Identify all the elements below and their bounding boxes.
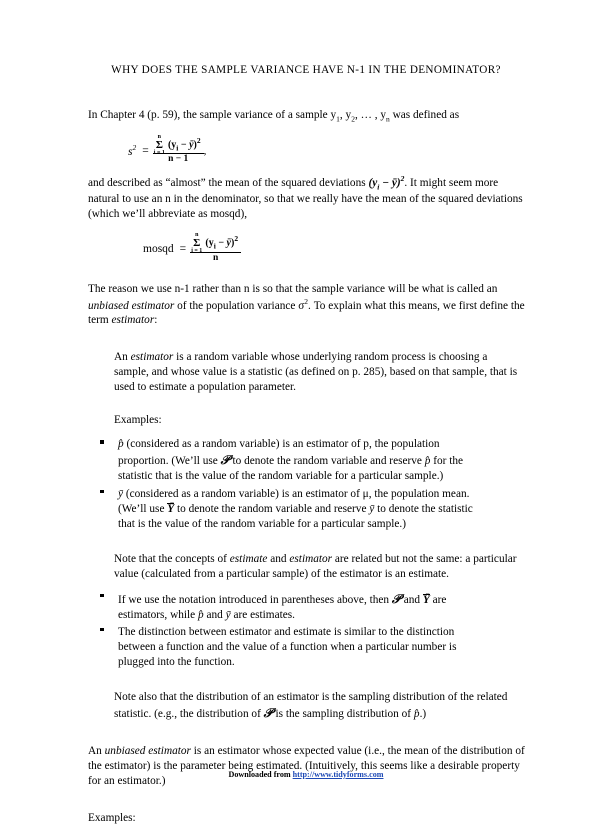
after-variance-text-1: and described as “almost” the mean of the squared deviations	[88, 177, 369, 190]
sub-bullet-list	[88, 591, 478, 670]
y-bar-symbol: ȳ	[118, 487, 124, 500]
note-that-italic-estimator: estimator	[289, 552, 333, 565]
unbiased-text-2: is an estimator whose expected value (i.e., the mean of the distribution of the estimator) is the parameter being estimated. (Intuitively, this seems like a desirable property for an estimator.)	[88, 744, 525, 787]
p-hat-symbol: p̂	[198, 608, 204, 621]
formula-mosqd-equals: =	[179, 242, 187, 255]
intro-paragraph	[88, 108, 528, 124]
intro-text-4: was defined as	[389, 109, 460, 121]
list-item	[88, 437, 492, 484]
example-bullet-list	[88, 437, 492, 531]
p-hat-symbol-2: p̂	[424, 455, 431, 468]
reason-text-3: . To explain what this means, we first define the term	[88, 299, 525, 327]
definition-text-1: An	[114, 351, 131, 364]
sub-bullet-1-text-2: and	[400, 593, 423, 606]
definition-text-2: is a random variable whose underlying random process is choosing a sample, and whose value is a statistic (as defined on p. 285), based on that sample, that is used to estimate a population parameter.	[114, 351, 518, 394]
footer-source-link[interactable]: http://www.tidyforms.com	[292, 770, 384, 779]
capital-y-bar-symbol: Ȳ	[422, 593, 430, 606]
bullet-1-text-1: (considered as a random variable) is an estimator of p, the population proportion. (We’ll use	[118, 438, 440, 468]
formula-mosqd-fraction	[190, 231, 241, 263]
intro-text-2: , y	[339, 109, 352, 121]
capital-y-bar-symbol: Ȳ	[167, 502, 175, 515]
intro-sub-1: 1	[336, 114, 340, 124]
paragraph-reason	[88, 282, 528, 329]
after-variance-inline-math: ($y_i$ − ȳ)$^2$	[368, 174, 405, 192]
after-variance-text-2: . It might seem more natural to use an n in the denominator, so that we really have the mean of the squared deviations (which we’ll abbreviate as mosqd),	[88, 177, 523, 221]
bullet-1-text-3: for the statistic that is the value of the random variable for a particular sample.)	[118, 455, 464, 483]
reason-text-1: The reason we use n-1 rather than n is so that the sample variance will be what is called an	[88, 282, 498, 295]
intro-sub-2: 2	[351, 114, 355, 124]
bullet-2-text-3: to denote the statistic that is the value of the random variable for a particular sample.)	[118, 502, 473, 530]
list-item	[88, 591, 478, 623]
unbiased-italic-term: unbiased estimator	[104, 744, 191, 757]
bullet-2-text-1: (considered as a random variable) is an estimator of μ, the population mean. (We’ll use	[118, 487, 470, 515]
page-footer	[0, 770, 612, 779]
note-that-italic-estimate: estimate	[229, 552, 268, 565]
bullet-square-icon	[100, 594, 104, 598]
paragraph-note-that	[114, 552, 518, 582]
note-also-text-1: Note also that the distribution of an estimator is the sampling distribution of the related statistic. (e.g., the distribution of	[114, 690, 508, 720]
bullet-1-text-2: to denote the random variable and reserve	[229, 455, 425, 468]
intro-sub-3: n	[386, 114, 390, 124]
list-item	[88, 487, 492, 532]
definition-italic-estimator: estimator	[130, 351, 174, 364]
paragraph-note-also	[114, 690, 518, 722]
note-also-text-3: .)	[419, 707, 427, 720]
reason-italic-estimator: estimator	[111, 314, 155, 327]
unbiased-text-1: An	[88, 744, 105, 757]
bullet-square-icon	[100, 490, 104, 494]
note-that-text-1: Note that the concepts of	[114, 552, 230, 565]
sub-bullet-1-text-1: If we use the notation introduced in parentheses above, then	[118, 593, 392, 606]
bullet-square-icon	[100, 628, 104, 632]
script-p-symbol: 𝒫	[391, 591, 401, 606]
reason-sigma-squared-exponent: 2	[304, 296, 309, 306]
formula-variance-denominator: n − 1	[168, 154, 189, 165]
bullet-square-icon	[100, 440, 104, 444]
document-body	[88, 108, 528, 826]
paragraph-unbiased-estimator	[88, 744, 528, 789]
formula-variance-lhs: $s^2$	[128, 142, 137, 158]
intro-text-3: , … , y	[354, 109, 387, 121]
definition-block	[114, 350, 518, 395]
formula-sample-variance	[128, 133, 528, 165]
formula-variance-numerator: n Σ i = 1 ($y_i$ − ȳ)$^2$	[153, 133, 201, 156]
examples-label-2: Examples:	[88, 811, 136, 824]
sub-bullet-1-text-5: are estimates.	[230, 608, 295, 621]
sub-bullet-1-text-4: and	[203, 608, 226, 621]
p-hat-symbol: p̂	[413, 707, 420, 720]
bullet-2-text-2: to denote the random variable and reserve	[174, 502, 370, 515]
sub-bullet-1-text-3: are estimators, while	[118, 593, 447, 621]
page-title: WHY DOES THE SAMPLE VARIANCE HAVE N-1 IN THE DENOMINATOR?	[111, 64, 501, 76]
p-hat-symbol: p̂	[118, 438, 124, 451]
script-p-symbol: 𝒫	[220, 453, 230, 468]
formula-variance-comma: ,	[203, 144, 207, 157]
reason-italic-unbiased-estimator: unbiased estimator	[88, 299, 175, 312]
reason-text-4: :	[154, 314, 158, 327]
formula-mosqd	[143, 231, 528, 263]
formula-mosqd-denominator: n	[212, 252, 219, 263]
y-bar-symbol: ȳ	[225, 608, 231, 621]
script-p-symbol: 𝒫	[263, 705, 273, 720]
formula-variance-fraction	[153, 133, 204, 165]
formula-variance-equals: =	[142, 144, 149, 157]
footer-prefix: Downloaded from	[228, 770, 293, 779]
list-item	[88, 625, 478, 670]
note-that-text-3: are related but not the same: a particular value (calculated from a particular sample) of the estimator is an estimate.	[114, 552, 517, 580]
intro-text-1: In Chapter 4 (p. 59), the sample variance of a sample y	[88, 109, 337, 121]
note-that-text-2: and	[267, 552, 290, 565]
formula-mosqd-numerator: n Σ i = 1 ($y_i$ − ȳ)$^2$	[191, 231, 239, 254]
sub-bullet-2-text: The distinction between estimator and estimate is similar to the distinction between a function and the value of a function when a particular number is plugged into the function.	[118, 625, 457, 668]
examples-label-1: Examples:	[114, 414, 162, 427]
formula-mosqd-lhs: mosqd	[143, 242, 174, 255]
paragraph-after-variance	[88, 174, 528, 222]
note-also-text-2: is the sampling distribution of	[272, 707, 414, 720]
y-bar-symbol-2: ȳ	[369, 502, 375, 515]
reason-text-2: of the population variance σ	[174, 299, 305, 312]
